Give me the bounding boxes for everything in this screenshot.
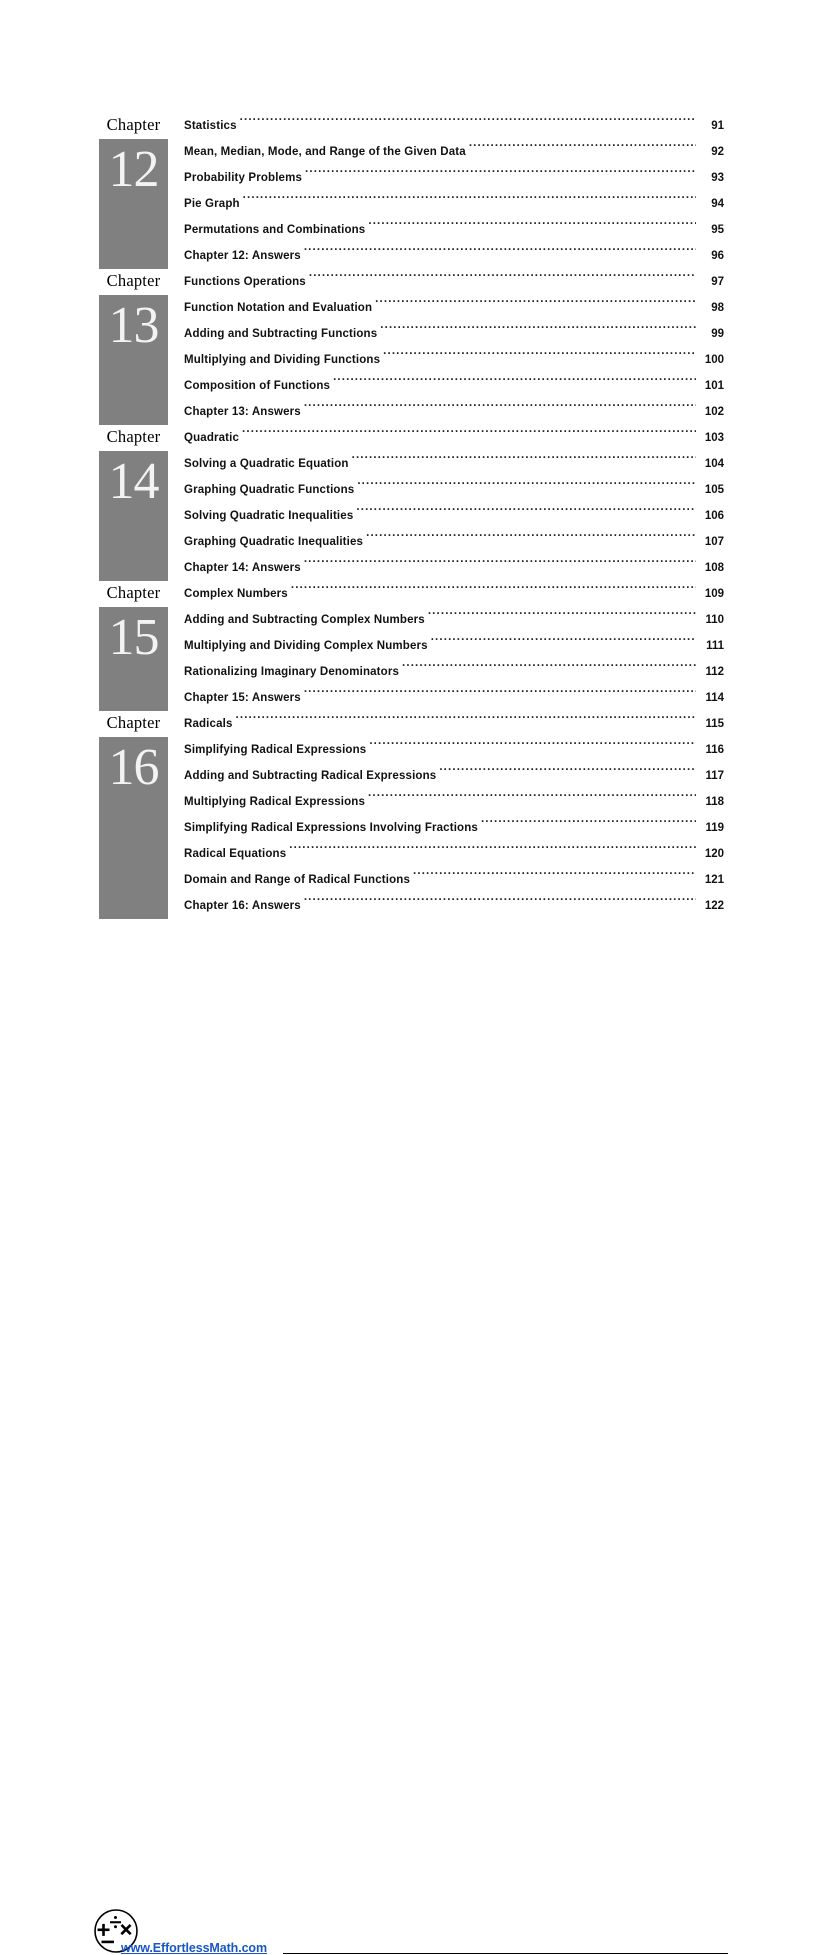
toc-entry-page-number: 114 (705, 692, 724, 704)
toc-entry[interactable] (184, 737, 724, 763)
toc-entry-title: Graphing Quadratic Functions (184, 484, 355, 496)
toc-entry[interactable] (184, 763, 724, 789)
table-of-contents (99, 113, 724, 919)
chapter-number-tile (99, 295, 168, 425)
chapter-entry-list (184, 581, 724, 711)
dot-leader (402, 664, 696, 675)
toc-entry[interactable] (184, 529, 724, 555)
toc-entry[interactable] (184, 113, 724, 139)
dot-leader (439, 768, 696, 779)
toc-entry-title: Adding and Subtracting Radical Expressions (184, 770, 437, 782)
toc-entry-title: Rationalizing Imaginary Denominators (184, 666, 399, 678)
chapter-block (99, 581, 724, 711)
dot-leader (357, 482, 696, 493)
toc-entry-title: Simplifying Radical Expressions (184, 744, 367, 756)
toc-entry[interactable] (184, 789, 724, 815)
chapter-gutter (99, 425, 168, 581)
toc-entry[interactable] (184, 503, 724, 529)
chapter-gutter (99, 711, 168, 919)
dot-leader (413, 872, 696, 883)
dot-leader (431, 638, 696, 649)
dot-leader (369, 742, 696, 753)
dot-leader (469, 144, 696, 155)
toc-entry-title: Simplifying Radical Expressions Involving Fractions (184, 822, 478, 834)
dot-leader (304, 690, 696, 701)
dot-leader (333, 378, 696, 389)
toc-entry-title: Multiplying Radical Expressions (184, 796, 366, 808)
toc-entry-page-number: 105 (704, 484, 724, 496)
chapter-number-tile (99, 451, 168, 581)
toc-entry-page-number: 109 (704, 588, 724, 600)
toc-entry[interactable] (184, 711, 724, 737)
toc-entry-page-number: 92 (711, 146, 724, 158)
toc-entry[interactable] (184, 477, 724, 503)
toc-entry-page-number: 115 (705, 718, 724, 730)
dot-leader (368, 222, 696, 233)
toc-entry-title: Multiplying and Dividing Functions (184, 354, 381, 366)
toc-entry[interactable] (184, 633, 724, 659)
toc-entry-page-number: 96 (711, 250, 724, 262)
page-footer (0, 952, 816, 1955)
toc-entry-title: Function Notation and Evaluation (184, 302, 373, 314)
chapter-entry-list (184, 711, 724, 919)
toc-entry-page-number: 106 (704, 510, 724, 522)
chapter-block (99, 711, 724, 919)
chapter-block (99, 113, 724, 269)
chapter-gutter (99, 269, 168, 425)
toc-entry[interactable] (184, 295, 724, 321)
toc-entry-page-number: 102 (704, 406, 724, 418)
toc-entry[interactable] (184, 217, 724, 243)
dot-leader (428, 612, 696, 623)
dot-leader (304, 898, 696, 909)
toc-entry-title: Probability Problems (184, 172, 303, 184)
chapter-block (99, 269, 724, 425)
toc-entry-title: Chapter 14: Answers (184, 562, 301, 574)
toc-entry[interactable] (184, 893, 724, 919)
dot-leader (243, 196, 696, 207)
toc-entry-title: Solving a Quadratic Equation (184, 458, 349, 470)
chapter-gutter (99, 113, 168, 269)
chapter-number-tile (99, 737, 168, 919)
chapter-gutter (99, 581, 168, 711)
toc-entry[interactable] (184, 425, 724, 451)
dot-leader (240, 118, 696, 129)
chapter-number: 15 (108, 609, 159, 666)
dot-leader (356, 508, 696, 519)
toc-entry-page-number: 94 (711, 198, 724, 210)
chapter-number-tile (99, 607, 168, 711)
toc-entry[interactable] (184, 451, 724, 477)
chapter-label: Chapter (106, 583, 161, 602)
chapter-label: Chapter (106, 713, 161, 732)
chapter-number: 14 (108, 453, 159, 510)
footer-divider-line (283, 1953, 728, 1954)
toc-entry-page-number: 110 (705, 614, 724, 626)
toc-entry-page-number: 95 (711, 224, 724, 236)
toc-entry-title: Chapter 12: Answers (184, 250, 301, 262)
dot-leader (304, 248, 696, 259)
chapter-number: 12 (108, 141, 159, 198)
dot-leader (304, 404, 696, 415)
toc-entry-page-number: 108 (704, 562, 724, 574)
toc-entry-title: Quadratic (184, 432, 240, 444)
toc-entry-page-number: 119 (705, 822, 724, 834)
chapter-number-tile (99, 139, 168, 269)
chapter-label: Chapter (106, 427, 161, 446)
toc-entry-page-number: 118 (705, 796, 724, 808)
toc-entry[interactable] (184, 607, 724, 633)
toc-entry-title: Mean, Median, Mode, and Range of the Given Data (184, 146, 466, 158)
toc-entry-page-number: 117 (705, 770, 724, 782)
dot-leader (236, 716, 696, 727)
toc-entry-page-number: 99 (711, 328, 724, 340)
toc-entry-page-number: 93 (711, 172, 724, 184)
dot-leader (368, 794, 696, 805)
toc-entry-title: Domain and Range of Radical Functions (184, 874, 410, 886)
chapter-entry-list (184, 113, 724, 269)
toc-entry[interactable] (184, 165, 724, 191)
toc-entry-title: Chapter 16: Answers (184, 900, 301, 912)
toc-entry-page-number: 103 (704, 432, 724, 444)
dot-leader (481, 820, 696, 831)
toc-entry[interactable] (184, 555, 724, 581)
chapter-entry-list (184, 425, 724, 581)
toc-entry-page-number: 100 (704, 354, 724, 366)
toc-entry-page-number: 122 (704, 900, 724, 912)
chapter-label: Chapter (106, 115, 161, 134)
toc-entry[interactable] (184, 399, 724, 425)
dot-leader (291, 586, 696, 597)
dot-leader (380, 326, 696, 337)
dot-leader (304, 560, 696, 571)
toc-entry[interactable] (184, 243, 724, 269)
toc-entry-title: Pie Graph (184, 198, 240, 210)
toc-entry-page-number: 104 (704, 458, 724, 470)
toc-entry-page-number: 112 (705, 666, 724, 678)
chapter-number: 13 (108, 297, 159, 354)
toc-entry[interactable] (184, 139, 724, 165)
toc-entry-title: Solving Quadratic Inequalities (184, 510, 354, 522)
toc-entry-page-number: 91 (711, 120, 724, 132)
toc-entry[interactable] (184, 373, 724, 399)
toc-entry-title: Permutations and Combinations (184, 224, 366, 236)
footer-website-link[interactable]: www.EffortlessMath.com (121, 1941, 267, 1955)
toc-entry[interactable] (184, 581, 724, 607)
toc-entry-page-number: 107 (704, 536, 724, 548)
toc-entry[interactable] (184, 685, 724, 711)
toc-entry-title: Statistics (184, 120, 237, 132)
dot-leader (366, 534, 696, 545)
toc-entry-title: Adding and Subtracting Functions (184, 328, 378, 340)
toc-entry-title: Chapter 13: Answers (184, 406, 301, 418)
toc-entry[interactable] (184, 867, 724, 893)
toc-entry[interactable] (184, 321, 724, 347)
dot-leader (375, 300, 696, 311)
dot-leader (242, 430, 696, 441)
toc-entry-page-number: 101 (704, 380, 724, 392)
dot-leader (289, 846, 696, 857)
toc-entry-title: Graphing Quadratic Inequalities (184, 536, 364, 548)
toc-entry[interactable] (184, 659, 724, 685)
toc-entry-page-number: 98 (711, 302, 724, 314)
dot-leader (309, 274, 696, 285)
toc-entry-title: Multiplying and Dividing Complex Numbers (184, 640, 428, 652)
toc-entry-title: Chapter 15: Answers (184, 692, 301, 704)
toc-entry[interactable] (184, 347, 724, 373)
dot-leader (383, 352, 696, 363)
toc-entry-title: Functions Operations (184, 276, 306, 288)
chapter-number: 16 (108, 739, 159, 796)
chapter-label: Chapter (106, 271, 161, 290)
toc-entry-title: Radical Equations (184, 848, 287, 860)
toc-entry-page-number: 116 (705, 744, 724, 756)
chapter-block (99, 425, 724, 581)
toc-entry-page-number: 111 (706, 640, 724, 652)
toc-entry-title: Radicals (184, 718, 233, 730)
toc-entry[interactable] (184, 191, 724, 217)
toc-entry[interactable] (184, 269, 724, 295)
dot-leader (352, 456, 696, 467)
toc-entry-title: Complex Numbers (184, 588, 288, 600)
toc-entry-page-number: 97 (711, 276, 724, 288)
toc-entry[interactable] (184, 815, 724, 841)
dot-leader (305, 170, 696, 181)
toc-entry[interactable] (184, 841, 724, 867)
toc-entry-page-number: 120 (704, 848, 724, 860)
toc-entry-title: Adding and Subtracting Complex Numbers (184, 614, 425, 626)
chapter-entry-list (184, 269, 724, 425)
toc-entry-page-number: 121 (704, 874, 724, 886)
toc-entry-title: Composition of Functions (184, 380, 331, 392)
